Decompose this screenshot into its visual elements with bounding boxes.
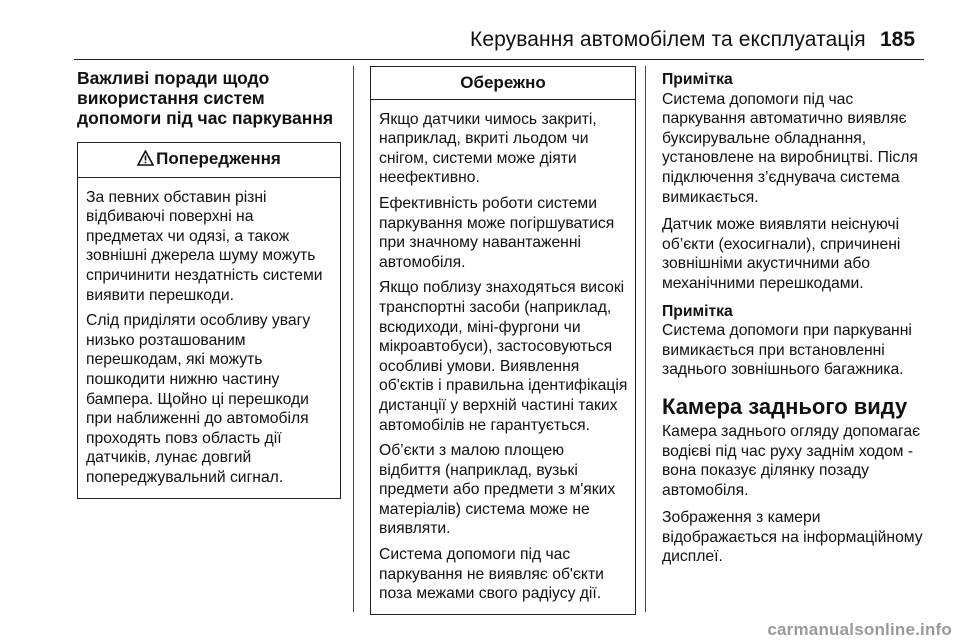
warning-box-title — [78, 143, 340, 178]
warning-paragraph: Слід приділяти особливу увагу низько розташованим перешкодам, які можуть пошкодити нижню частину бампера. Щойно ці перешкоди при наближенні до автомобіля проходять повз область дії датчиків, лунає довгий попереджувальний сигнал. — [86, 312, 311, 486]
caution-box — [370, 66, 636, 615]
caution-paragraph: Об’єкти з малою площею відбиття (наприклад, вузькі предмети або предмети з м'яких матеріалів) система може не виявляти. — [379, 442, 616, 538]
caution-paragraph: Якщо датчики чимось закриті, наприклад, вкриті льодом чи снігом, системи може діяти неефективно. — [379, 110, 597, 187]
section-heading-parking-tips: Важливі поради щодо використання систем допомоги під час паркування — [77, 68, 334, 128]
note-text: Система допомоги при паркуванні вимикається при встановленні заднього зовнішнього багажника. — [662, 322, 912, 379]
note-label: Примітка — [662, 71, 733, 88]
warning-triangle-icon — [137, 150, 154, 171]
caution-paragraph: Якщо поблизу знаходяться високі транспортні засоби (наприклад, всюдиходи, міні-фургони чи мікроавтобуси), застосовуються особливі умови. Виявлення об'єктів і правильна ідентифікація дистанції у верхній частині таких автомобілів не гарантується. — [379, 279, 628, 434]
page-header-title: Керування автомобілем та експлуатація — [470, 28, 866, 51]
note-towbar — [662, 70, 932, 207]
caution-paragraph: Ефективність роботи системи паркування може погіршуватися при значному навантаженні автомобіля. — [379, 194, 615, 271]
echo-paragraph: Датчик може виявляти неіснуючі об’єкти (ехосигнали), спричинені зовнішніми акустичними або механічними перешкодами. — [662, 216, 901, 292]
note-label: Примітка — [662, 302, 733, 320]
note-rear-carrier — [662, 302, 932, 380]
column-3 — [662, 70, 932, 575]
column-divider-1 — [353, 66, 354, 612]
column-1 — [77, 68, 347, 499]
warning-box-body — [78, 178, 340, 498]
warning-title-text: Попередження — [156, 149, 281, 168]
camera-paragraph: Зображення з камери відображається на інформаційному дисплеї. — [662, 509, 923, 566]
warning-box — [77, 142, 341, 499]
column-2 — [370, 66, 634, 615]
header-divider — [74, 59, 924, 60]
column-divider-2 — [645, 66, 646, 612]
caution-box-title: Обережно — [371, 67, 635, 100]
note-text: Система допомоги під час паркування автоматично виявляє буксирувальне обладнання, установлене на виробництві. Після підключення з’єднувача система вимикається. — [662, 90, 918, 206]
caution-box-body — [371, 100, 635, 614]
warning-paragraph: За певних обставин різні відбиваючі поверхні на предметах чи одязі, а також зовнішні джерела шуму можуть спричинити нездатність системи виявити перешкоди. — [86, 188, 323, 304]
watermark: carmanualsonline.info — [767, 620, 952, 639]
caution-paragraph: Система допомоги під час паркування не виявляє об'єкти поза межами свого радіусу дії. — [379, 546, 604, 603]
page-number: 185 — [880, 28, 916, 51]
camera-paragraph: Камера заднього огляду допомагає водієві під час руху заднім ходом - вона показує ділянку позаду автомобіля. — [662, 422, 921, 499]
section-heading-rear-camera: Камера заднього виду — [662, 393, 908, 419]
